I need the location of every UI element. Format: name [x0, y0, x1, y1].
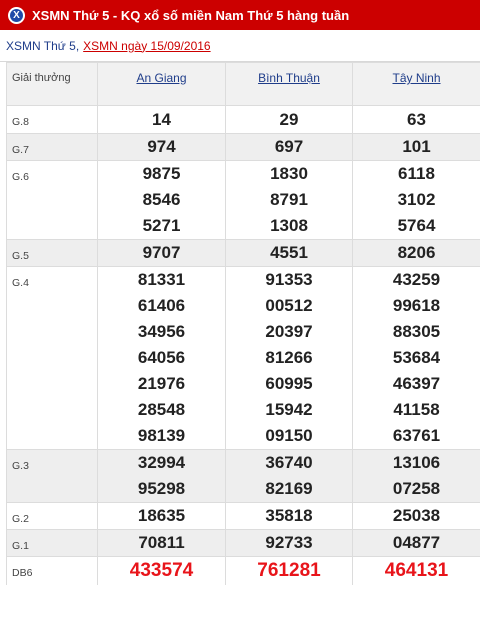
result-cell [98, 106, 226, 134]
result-cell [98, 134, 226, 161]
result-cell [353, 557, 480, 586]
result-cell [353, 106, 480, 134]
result-number: 761281 [257, 560, 321, 581]
prize-label: G.2 [7, 503, 98, 530]
result-number: 1830 [270, 164, 308, 183]
result-number: 04877 [392, 533, 441, 552]
result-number: 974 [147, 137, 176, 156]
result-number: 6118 [398, 164, 435, 183]
result-number: 5764 [397, 216, 436, 235]
result-number: 1308 [270, 216, 308, 235]
result-cell [98, 161, 226, 240]
prize-label: G.4 [7, 267, 98, 450]
result-number: 29 [279, 110, 299, 129]
result-number: 53684 [392, 348, 441, 367]
result-number: 95298 [137, 479, 186, 498]
result-cell [98, 503, 226, 530]
result-number: 07258 [392, 479, 441, 498]
table-row [7, 134, 480, 161]
result-cell [353, 503, 480, 530]
result-number: 15942 [265, 400, 313, 419]
result-number: 4551 [270, 243, 308, 262]
province-link[interactable]: Bình Thuận [226, 63, 353, 106]
table-row [7, 503, 480, 530]
result-number: 13106 [392, 453, 441, 472]
result-number: 70811 [138, 533, 185, 552]
result-number: 82169 [265, 479, 313, 498]
result-cell [98, 530, 226, 557]
result-number: 81266 [265, 348, 313, 367]
result-number: 8791 [270, 190, 308, 209]
breadcrumb [0, 30, 480, 62]
result-number: 8546 [142, 190, 181, 209]
result-number: 20397 [265, 322, 313, 341]
result-number: 00512 [265, 296, 313, 315]
result-number: 91353 [265, 270, 313, 289]
result-cell [226, 530, 353, 557]
result-number: 88305 [392, 322, 441, 341]
result-number: 92733 [265, 533, 313, 552]
page-header [0, 0, 480, 30]
result-number: 81331 [137, 270, 186, 289]
result-cell [353, 450, 480, 503]
result-number: 8206 [397, 243, 436, 262]
result-number: 99618 [392, 296, 441, 315]
result-number: 32994 [137, 453, 186, 472]
result-number: 63761 [392, 426, 441, 445]
result-number: 46397 [392, 374, 441, 393]
table-row [7, 106, 480, 134]
result-cell [226, 267, 353, 450]
result-cell [353, 134, 480, 161]
table-row [7, 267, 480, 450]
logo-letter: X [10, 9, 23, 22]
result-number: 25038 [392, 506, 441, 525]
prize-label: G.1 [7, 530, 98, 557]
result-number: 34956 [137, 322, 186, 341]
result-cell [226, 240, 353, 267]
result-cell [226, 503, 353, 530]
table-row [7, 161, 480, 240]
result-number: 64056 [137, 348, 186, 367]
prize-label: G.6 [7, 161, 98, 240]
result-cell [353, 240, 480, 267]
result-cell [353, 267, 480, 450]
result-number: 28548 [137, 400, 186, 419]
result-number: 464131 [384, 560, 449, 581]
prize-label: G.3 [7, 450, 98, 503]
prize-column-header: Giải thưởng [7, 63, 98, 106]
result-number: 101 [402, 137, 431, 156]
result-cell [98, 557, 226, 586]
result-cell [353, 161, 480, 240]
result-cell [98, 267, 226, 450]
result-number: 14 [152, 110, 171, 129]
breadcrumb-prefix: XSMN Thứ 5, [6, 38, 80, 53]
prize-label: DB6 [7, 557, 98, 586]
result-number: 21976 [137, 374, 186, 393]
result-cell [98, 450, 226, 503]
result-cell [226, 106, 353, 134]
result-number: 41158 [393, 400, 440, 419]
result-number: 433574 [129, 560, 194, 581]
province-link[interactable]: An Giang [98, 63, 226, 106]
result-number: 9707 [142, 243, 181, 262]
result-cell [226, 557, 353, 586]
result-cell [226, 134, 353, 161]
result-cell [353, 530, 480, 557]
table-row [7, 240, 480, 267]
table-row [7, 530, 480, 557]
result-number: 36740 [265, 453, 313, 472]
result-number: 697 [274, 137, 304, 156]
page-title: XSMN Thứ 5 - KQ xổ số miền Nam Thứ 5 hàng tuần [32, 7, 350, 23]
result-number: 09150 [265, 426, 313, 445]
result-number: 63 [407, 110, 426, 129]
result-number: 61406 [137, 296, 186, 315]
result-number: 5271 [142, 216, 181, 235]
table-row [7, 450, 480, 503]
result-cell [226, 161, 353, 240]
result-number: 98139 [137, 426, 186, 445]
prize-label: G.8 [7, 106, 98, 134]
prize-label: G.5 [7, 240, 98, 267]
result-number: 9875 [142, 164, 181, 183]
result-number: 3102 [397, 190, 436, 209]
table-header-row [7, 63, 480, 106]
prize-label: G.7 [7, 134, 98, 161]
result-number: 60995 [265, 374, 313, 393]
result-cell [226, 450, 353, 503]
result-number: 35818 [265, 506, 313, 525]
result-number: 43259 [392, 270, 441, 289]
lottery-logo-icon [8, 7, 25, 24]
result-number: 18635 [137, 506, 186, 525]
province-link[interactable]: Tây Ninh [353, 63, 480, 106]
results-table [6, 62, 480, 585]
date-link[interactable]: XSMN ngày 15/09/2016 [83, 38, 211, 53]
table-row [7, 557, 480, 586]
result-cell [98, 240, 226, 267]
